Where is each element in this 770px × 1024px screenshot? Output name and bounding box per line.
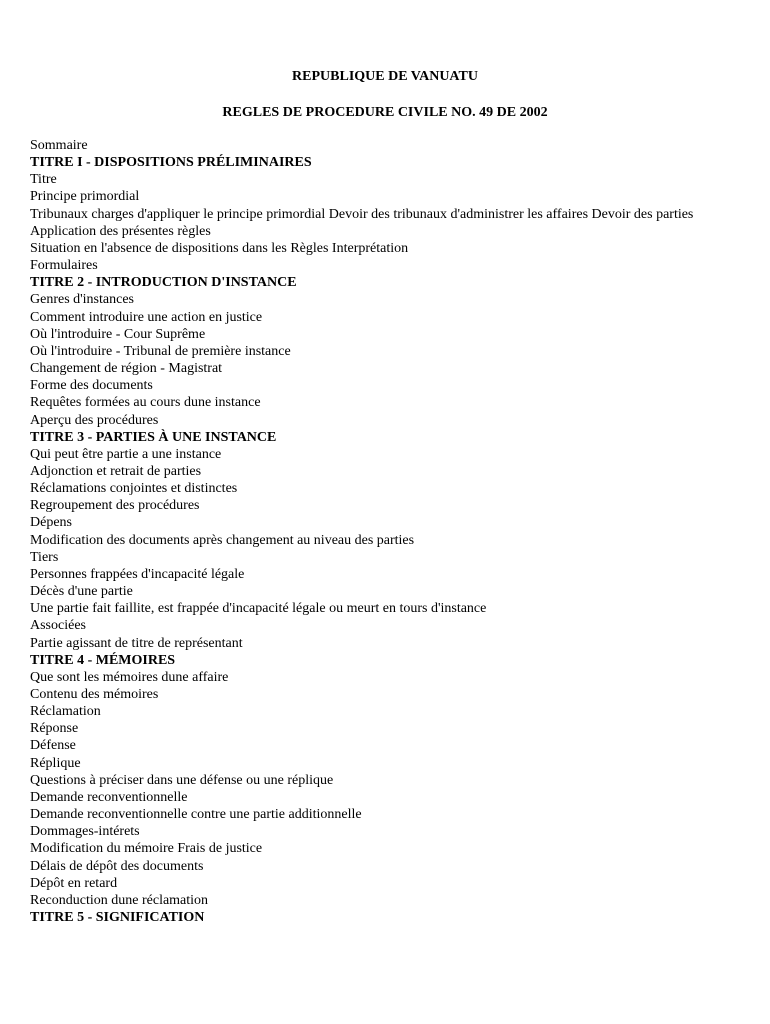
toc-entry: Principe primordial [30,189,140,205]
toc-entry: Forme des documents [30,378,153,394]
toc-entry: Réclamations conjointes et distinctes [30,481,238,497]
toc-entry: Associées [30,618,86,634]
toc-entry: Partie agissant de titre de représentant [30,635,243,651]
toc-entry: Aperçu des procédures [30,412,159,428]
toc-entry: Adjonction et retrait de parties [30,463,202,479]
toc-entry: Réclamation [30,704,101,720]
toc-entry: Dommages-intérets [30,824,140,840]
toc-section-heading: TITRE 2 - INTRODUCTION D'INSTANCE [30,275,297,291]
toc-entry: Sommaire [30,138,88,153]
toc-entry: Comment introduire une action en justice [30,309,263,325]
toc-entry: Tiers [30,549,59,565]
toc-entry: Modification du mémoire Frais de justice [30,841,263,857]
toc-entry: Que sont les mémoires dune affaire [30,669,229,685]
table-of-contents [30,137,745,926]
toc-entry: Reconduction dune réclamation [30,892,209,908]
toc-entry: Requêtes formées au cours dune instance [30,395,261,411]
toc-entry: Titre [30,172,57,188]
toc-entry: Application des présentes règles [30,223,211,239]
toc-entry: Contenu des mémoires [30,687,159,702]
toc-entry: Où l'introduire - Cour Suprême [30,326,206,342]
toc-entry: Genres d'instances [30,292,134,308]
toc-entry: Changement de région - Magistrat [30,361,223,377]
toc-entry: Qui peut être partie a une instance [30,446,222,462]
toc-entry: Dépens [30,515,72,531]
toc-section-heading: TITRE 4 - MÉMOIRES [30,652,176,668]
toc-section-heading: TITRE I - DISPOSITIONS PRÉLIMINAIRES [30,155,312,171]
toc-entry: Réplique [30,755,81,771]
toc-section-heading: TITRE 3 - PARTIES À UNE INSTANCE [30,429,277,445]
toc-entry: Délais de dépôt des documents [30,858,204,874]
toc-entry: Défense [30,738,76,754]
toc-entry: Personnes frappées d'incapacité légale [30,566,245,582]
toc-entry: Une partie fait faillite, est frappée d'incapacité légale ou meurt en tours d'instance [30,601,487,617]
toc-entry: Réponse [30,721,79,737]
toc-entry: Questions à préciser dans une défense ou une réplique [30,772,334,788]
toc-section-heading: TITRE 5 - SIGNIFICATION [30,910,205,926]
toc-entry: Modification des documents après changement au niveau des parties [30,532,415,548]
toc-entry: Situation en l'absence de dispositions dans les Règles Interprétation [30,240,409,256]
toc-entry: Demande reconventionnelle contre une partie additionnelle [30,807,362,823]
toc-entry: Où l'introduire - Tribunal de première instance [30,343,291,359]
toc-entry: Demande reconventionnelle [30,789,188,805]
toc-entry: Formulaires [30,258,98,274]
document-title: REPUBLIQUE DE VANUATU [292,69,478,84]
toc-entry: Tribunaux charges d'appliquer le principe primordial Devoir des tribunaux d'administrer les affaires Devoir des parties [30,206,694,222]
toc-entry: Regroupement des procédures [30,498,200,514]
toc-entry: Dépôt en retard [30,875,118,891]
document-subtitle: REGLES DE PROCEDURE CIVILE NO. 49 DE 2002 [222,105,548,120]
toc-entry: Décès d'une partie [30,584,133,600]
